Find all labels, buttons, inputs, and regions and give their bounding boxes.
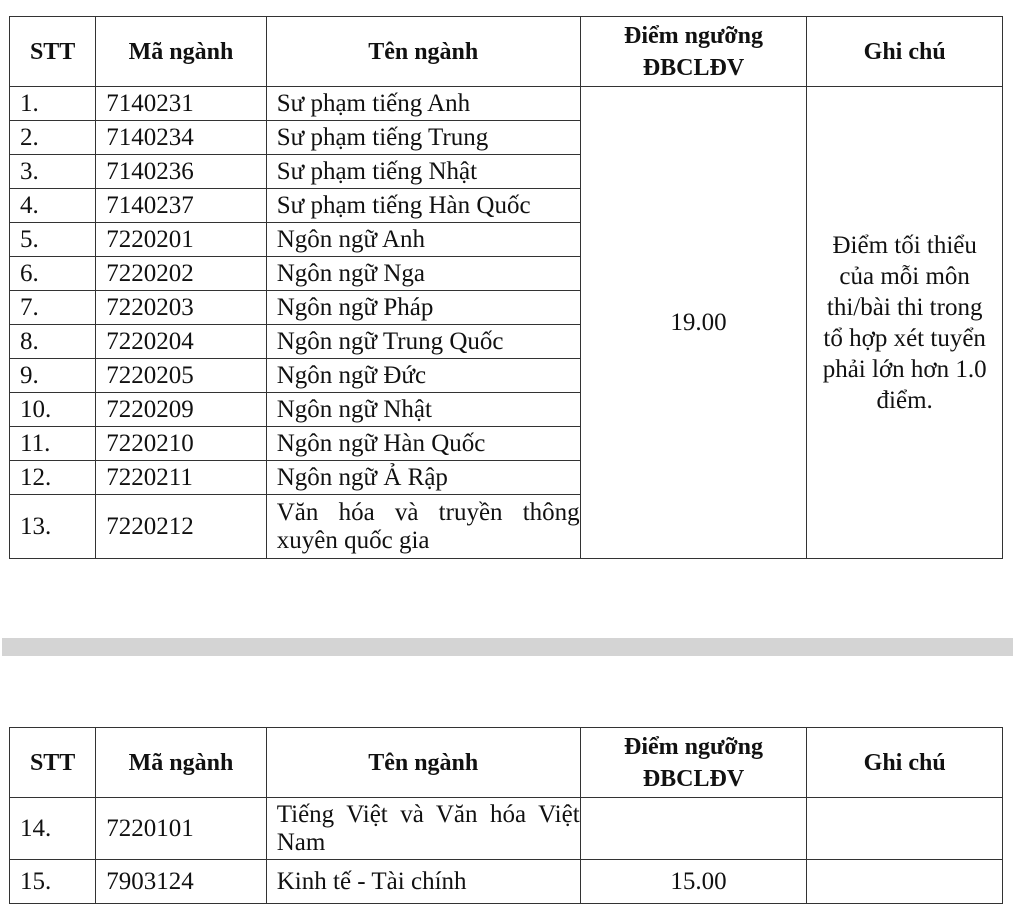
cell-diem-nguong-merged: 19.00 xyxy=(580,87,807,559)
header-stt: STT xyxy=(10,17,96,87)
header-ten-nganh: Tên ngành xyxy=(266,728,580,798)
cell-stt: 8. xyxy=(10,325,96,359)
cell-ten-nganh: Tiếng Việt và Văn hóa Việt Nam xyxy=(266,798,580,860)
table-row xyxy=(10,798,1003,860)
cell-stt: 14. xyxy=(10,798,96,860)
header-ma-nganh: Mã ngành xyxy=(96,17,267,87)
cell-ten-nganh: Sư phạm tiếng Anh xyxy=(266,87,580,121)
cell-ten-nganh: Sư phạm tiếng Trung xyxy=(266,121,580,155)
cell-ma-nganh: 7220204 xyxy=(96,325,267,359)
header-diem-nguong: Điểm ngưỡng ĐBCLĐV xyxy=(580,17,807,87)
cell-diem-nguong xyxy=(580,798,807,860)
table-header-row xyxy=(10,728,1003,798)
table-row xyxy=(10,87,1003,121)
cell-ma-nganh: 7220101 xyxy=(96,798,267,860)
cell-stt: 15. xyxy=(10,860,96,904)
cell-ten-nganh: Ngôn ngữ Anh xyxy=(266,223,580,257)
cell-stt: 7. xyxy=(10,291,96,325)
cell-ten-nganh: Ngôn ngữ Hàn Quốc xyxy=(266,427,580,461)
cell-stt: 12. xyxy=(10,461,96,495)
admission-threshold-table-2 xyxy=(9,727,1003,904)
cell-ten-nganh: Sư phạm tiếng Hàn Quốc xyxy=(266,189,580,223)
header-ma-nganh: Mã ngành xyxy=(96,728,267,798)
cell-ma-nganh: 7140231 xyxy=(96,87,267,121)
cell-ten-nganh: Ngôn ngữ Pháp xyxy=(266,291,580,325)
section-divider xyxy=(2,638,1013,656)
cell-ten-nganh: Văn hóa và truyền thông xuyên quốc gia xyxy=(266,495,580,559)
cell-ten-nganh: Ngôn ngữ Trung Quốc xyxy=(266,325,580,359)
cell-ma-nganh: 7220210 xyxy=(96,427,267,461)
cell-ma-nganh: 7140237 xyxy=(96,189,267,223)
cell-ten-nganh: Ngôn ngữ Đức xyxy=(266,359,580,393)
header-diem-nguong: Điểm ngưỡng ĐBCLĐV xyxy=(580,728,807,798)
cell-diem-nguong: 15.00 xyxy=(580,860,807,904)
cell-stt: 3. xyxy=(10,155,96,189)
table-header-row xyxy=(10,17,1003,87)
cell-stt: 11. xyxy=(10,427,96,461)
cell-ma-nganh: 7220205 xyxy=(96,359,267,393)
cell-ten-nganh: Ngôn ngữ Nhật xyxy=(266,393,580,427)
admission-threshold-table-1 xyxy=(9,16,1003,559)
cell-ten-nganh: Kinh tế - Tài chính xyxy=(266,860,580,904)
cell-stt: 9. xyxy=(10,359,96,393)
cell-ten-nganh: Ngôn ngữ Ả Rập xyxy=(266,461,580,495)
cell-stt: 1. xyxy=(10,87,96,121)
cell-ten-nganh: Ngôn ngữ Nga xyxy=(266,257,580,291)
cell-ma-nganh: 7140234 xyxy=(96,121,267,155)
cell-stt: 4. xyxy=(10,189,96,223)
header-ghi-chu: Ghi chú xyxy=(807,17,1003,87)
cell-ma-nganh: 7220203 xyxy=(96,291,267,325)
ghi-chu-text: Điểm tối thiểu của mỗi môn thi/bài thi trong tổ hợp xét tuyển phải lớn hơn 1.0 điểm. xyxy=(822,231,987,414)
cell-stt: 10. xyxy=(10,393,96,427)
header-ghi-chu: Ghi chú xyxy=(807,728,1003,798)
cell-stt: 6. xyxy=(10,257,96,291)
cell-ghi-chu xyxy=(807,798,1003,860)
cell-stt: 13. xyxy=(10,495,96,559)
header-ten-nganh: Tên ngành xyxy=(266,17,580,87)
cell-ma-nganh: 7220209 xyxy=(96,393,267,427)
cell-ma-nganh: 7140236 xyxy=(96,155,267,189)
table-row xyxy=(10,860,1003,904)
cell-ma-nganh: 7220211 xyxy=(96,461,267,495)
cell-ten-nganh: Sư phạm tiếng Nhật xyxy=(266,155,580,189)
cell-ma-nganh: 7220202 xyxy=(96,257,267,291)
cell-ghi-chu-merged xyxy=(807,87,1003,559)
header-stt: STT xyxy=(10,728,96,798)
cell-stt: 5. xyxy=(10,223,96,257)
cell-stt: 2. xyxy=(10,121,96,155)
cell-ma-nganh: 7903124 xyxy=(96,860,267,904)
cell-ma-nganh: 7220212 xyxy=(96,495,267,559)
cell-ghi-chu xyxy=(807,860,1003,904)
cell-ma-nganh: 7220201 xyxy=(96,223,267,257)
